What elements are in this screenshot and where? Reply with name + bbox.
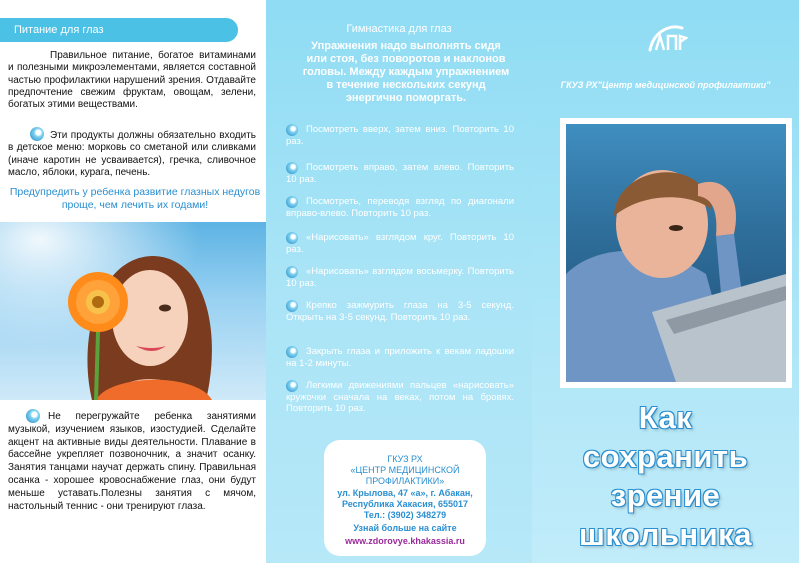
schoolboy-illustration	[566, 124, 786, 382]
bullet-icon	[286, 300, 298, 312]
gymnastics-intro: Упражнения надо выполнять сидя или стоя, без поворотов и наклонов головы. Между каждым упражнением в течение нескольких секунд энергично поморгать.	[302, 40, 510, 104]
organization-name: ГКУЗ РХ"Центр медицинской профилактики"	[560, 80, 771, 90]
website-link[interactable]: www.zdorovye.khakassia.ru	[345, 536, 465, 546]
products-paragraph: Эти продукты должны обязательно входить в детское меню: морковь со сметаной или сливками (иначе каротин не усваивается), гречка, сливочное масло, яблоки, курага, печень.	[8, 130, 256, 178]
center-logo-icon	[644, 22, 688, 56]
exercise-text: Закрыть глаза и приложить к векам ладошки на 1-2 минуты.	[286, 346, 514, 369]
exercise-text: Посмотреть вправо, затем влево. Повторить 10 раз.	[286, 162, 514, 185]
exercise-text: Посмотреть вверх, затем вниз. Повторить 10 раз.	[286, 124, 514, 147]
bullet-icon	[286, 232, 298, 244]
contact-org-line: ПРОФИЛАКТИКИ»	[365, 476, 445, 486]
exercise-text: Легкими движениями пальцев «нарисовать» кружочки сначала на веках, потом на бровях. Повторить 10 раз.	[286, 380, 514, 414]
prevention-note: Предупредить у ребенка развитие глазных недугов проще, чем лечить их годами!	[9, 186, 261, 211]
exercise-item	[286, 346, 514, 369]
bullet-icon	[286, 380, 298, 392]
contact-org-line: ГКУЗ РХ	[387, 454, 423, 464]
exercise-item	[286, 380, 514, 415]
bullet-icon	[286, 162, 298, 174]
exercise-text: «Нарисовать» взглядом восьмерку. Повторить 10 раз.	[286, 266, 514, 289]
exercise-item	[286, 266, 514, 289]
bullet-icon	[286, 346, 298, 358]
contact-org-line: «ЦЕНТР МЕДИЦИНСКОЙ	[350, 465, 460, 475]
girl-with-flower-photo	[0, 222, 266, 400]
exercise-item	[286, 300, 514, 323]
contact-address: Республика Хакасия, 655017	[341, 499, 469, 509]
bullet-icon	[286, 266, 298, 278]
left-panel	[0, 0, 266, 563]
bullet-icon	[286, 196, 298, 208]
title-line: зрение	[610, 478, 721, 513]
contact-phone: Тел.: (3902) 348279	[363, 510, 447, 520]
title-line: сохранить	[582, 439, 749, 474]
bullet-icon	[286, 124, 298, 136]
exercise-item	[286, 232, 514, 255]
title-line: школьника	[579, 517, 752, 552]
section-header-gymnastics: Гимнастика для глаз	[346, 23, 452, 35]
right-panel	[532, 0, 799, 563]
learn-more-text: Узнай больше на сайте	[353, 523, 457, 533]
photo-frame	[560, 118, 792, 388]
section-header-nutrition: Питание для глаз	[0, 18, 238, 42]
nutrition-paragraph: Правильное питание, богатое витаминами и полезными микроэлементами, является составной частью профилактики нарушений зрения. Отдавайте предпочтение свежим фруктам, овощам, зелени, богатых этими веществами.	[8, 50, 256, 111]
brochure-title	[532, 398, 799, 554]
schoolboy-laptop-photo	[566, 124, 786, 382]
exercise-item	[286, 124, 514, 147]
title-line: Как	[638, 400, 693, 435]
exercise-text: Крепко зажмурить глаза на 3-5 секунд. Открыть на 3-5 секунд. Повторить 10 раз.	[286, 300, 514, 323]
girl-illustration	[0, 222, 266, 400]
contact-address: ул. Крылова, 47 «а», г. Абакан,	[337, 488, 473, 498]
exercise-text: Посмотреть, переводя взгляд по диагонали вправо-влево. Повторить 10 раз.	[286, 196, 514, 219]
exercise-item	[286, 196, 514, 219]
exercise-item	[286, 162, 514, 185]
middle-panel	[266, 0, 532, 563]
exercise-text: «Нарисовать» взглядом круг. Повторить 10 раз.	[286, 232, 514, 255]
activity-paragraph: Не перегружайте ребенка занятиями музыкой, изучением языков, изостудией. Сделайте акцент на активные виды деятельности. Плавание в бассейне укрепляет позвоночник, а значит осанку. Занятия танцами научат держать спину. Правильная осанка - хорошее кровоснабжение глаз, они будут меньше уставать.Полезны занятия с мячом, настольный теннис - они тренируют глаза.	[8, 411, 256, 512]
